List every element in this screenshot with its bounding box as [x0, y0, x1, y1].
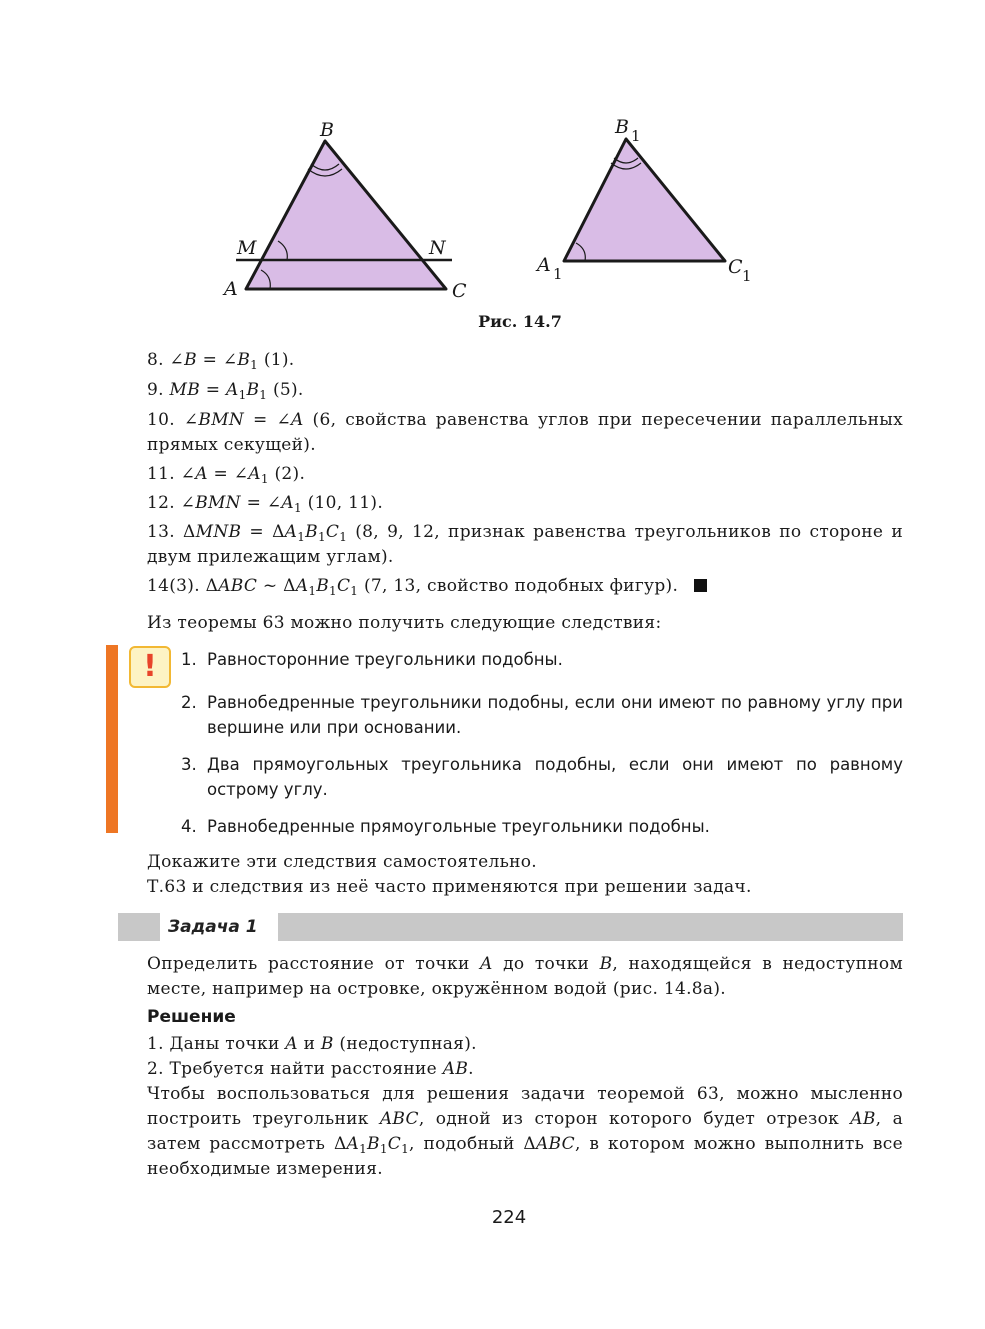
- task-header-right-band: [278, 913, 903, 941]
- solution-step-1: 1. Даны точки A и B (недоступная).: [147, 1034, 477, 1054]
- page-number: 224: [491, 1207, 527, 1228]
- proof-step-10: 10. ∠BMN = ∠A (6, свойства равенства углов при пересечении параллельных прямых секущей).: [147, 410, 904, 455]
- corollary-text: Равнобедренные прямоугольные треугольники подобны.: [207, 817, 710, 836]
- prove-yourself-text: Докажите эти следствия самостоятельно.: [147, 852, 538, 872]
- figure-14-7: [0, 0, 985, 340]
- proof-step-14-text: 14(3). ΔABC ~ $\Delta A_1B_1C_1$ (7, 13, свойство подобных фигур).: [147, 576, 679, 598]
- corollary-number: 4.: [181, 817, 197, 836]
- corollary-number: 2.: [181, 693, 197, 712]
- corollary-2: [181, 690, 903, 740]
- label-a: A: [224, 278, 238, 300]
- proof-step-9: 9. MB = $A_1B_1$ (5).: [147, 380, 304, 402]
- label-n: N: [429, 237, 446, 259]
- corollary-number: 3.: [181, 755, 197, 774]
- proof-step-13: 13. $\Delta MNB = \Delta A_1B_1C_1$ (8, 9, 12, признак равенства треугольников по стороне и двум прилежащим углам).: [147, 522, 903, 567]
- proof-step-8: 8. ∠B = $\angle B_1$ (1).: [147, 350, 295, 372]
- task-header: [118, 913, 903, 941]
- label-c: C: [452, 280, 467, 302]
- corollary-1: [181, 647, 903, 672]
- proof-step-12: 12. ∠BMN = $\angle A_1$ (10, 11).: [147, 493, 384, 515]
- task-statement: Определить расстояние от точки A до точки B, находящейся в недоступном месте, например на островке, окружённом водой (рис. 14.8а).: [147, 954, 903, 999]
- exclamation-icon: !: [129, 646, 171, 688]
- task-header-left-band: [118, 913, 160, 941]
- triangle-abc: [246, 141, 446, 289]
- t63-usage-text: Т.63 и следствия из неё часто применяются при решении задач.: [147, 877, 752, 897]
- solution-closing: Чтобы воспользоваться для решения задачи теоремой 63, можно мысленно построить треугольник ABC, одной из сторон которого будет отрезок AB, а затем рассмотреть $\Delta A_1B_1C_1$, подобный ΔABC, в котором можно выполнить все необходимые измерения.: [147, 1084, 904, 1179]
- label-c1: C: [728, 256, 743, 278]
- solution-step-2: 2. Требуется найти расстояние AB.: [147, 1059, 474, 1079]
- label-b1-sub: 1: [631, 127, 641, 145]
- corollary-number: 1.: [181, 650, 197, 669]
- corollary-3: [181, 752, 903, 802]
- corollary-text: Два прямоугольных треугольника подобны, если они имеют по равному острому углу.: [207, 755, 903, 799]
- label-a1: A: [537, 254, 551, 276]
- triangle-a1b1c1: [564, 139, 725, 261]
- task-title: Задача 1: [168, 917, 258, 937]
- label-m: M: [237, 237, 257, 259]
- corollary-text: Равносторонние треугольники подобны.: [207, 650, 563, 669]
- corollary-text: Равнобедренные треугольники подобны, если они имеют по равному углу при вершине или при основании.: [207, 693, 903, 737]
- triangles-drawing: [0, 0, 985, 340]
- label-a1-sub: 1: [553, 265, 563, 283]
- figure-caption: Рис. 14.7: [478, 312, 562, 331]
- solution-heading: Решение: [147, 1007, 236, 1027]
- proof-step-14: [147, 574, 903, 598]
- corollary-4: [181, 814, 903, 839]
- label-b1: B: [615, 116, 629, 138]
- proof-step-11: 11. ∠A = $\angle A_1$ (2).: [147, 464, 306, 486]
- label-c1-sub: 1: [742, 267, 752, 285]
- label-b: B: [320, 119, 334, 141]
- corollaries-intro: Из теоремы 63 можно получить следующие следствия:: [147, 613, 662, 633]
- qed-square-icon: [694, 579, 707, 592]
- accent-bar: [106, 645, 118, 833]
